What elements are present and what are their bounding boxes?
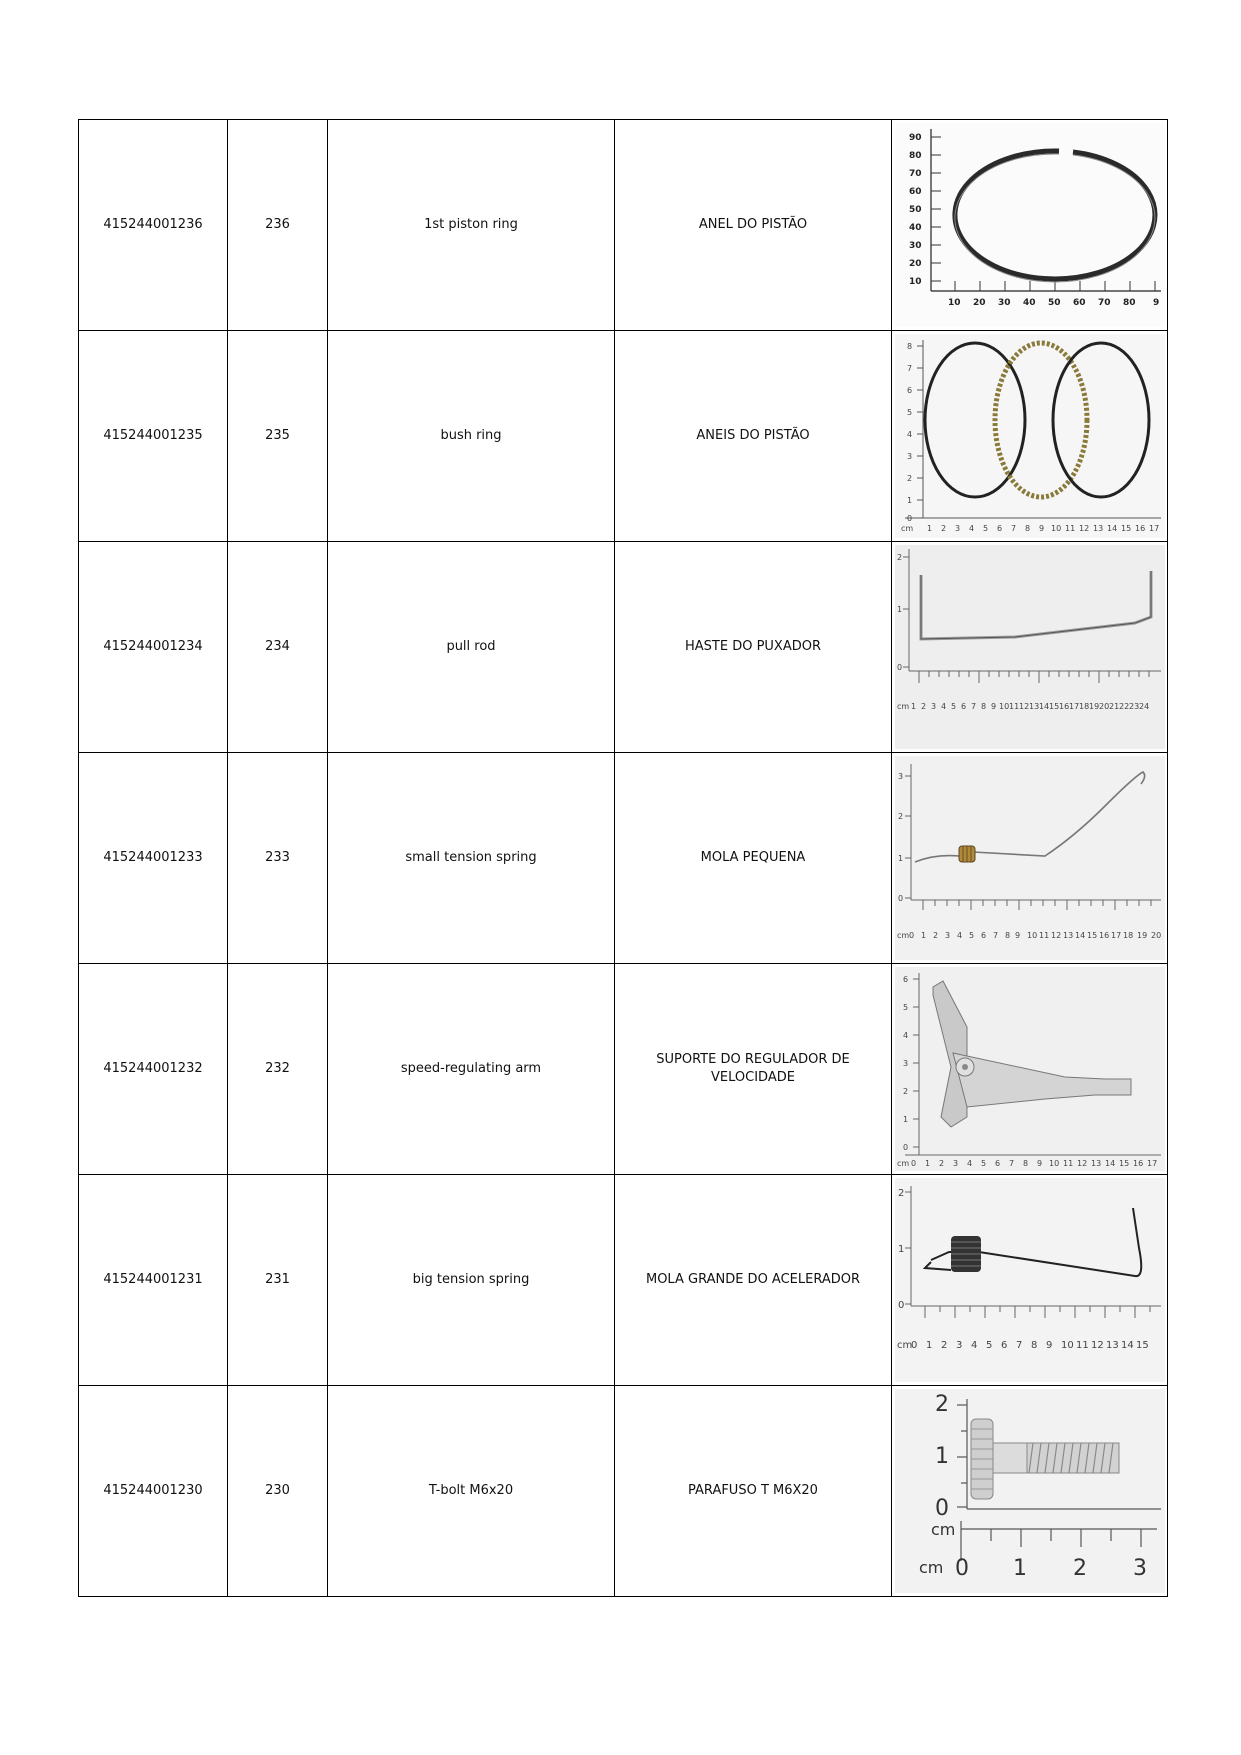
ruler-v-label: 2	[896, 553, 902, 562]
part-number: 231	[228, 1175, 328, 1386]
ruler-h-label: 1	[926, 524, 932, 533]
ruler-h-label: 14	[1038, 702, 1049, 711]
ruler-h-label: 10	[1026, 931, 1037, 940]
ruler-h-label: 80	[1122, 298, 1136, 308]
table-row	[79, 120, 1168, 331]
ruler-h-label: 16	[1058, 702, 1069, 711]
ruler-h-label: cm	[896, 1159, 909, 1168]
part-code: 415244001234	[79, 542, 228, 753]
part-image-cell	[892, 964, 1168, 1175]
ruler-v-label: 1	[934, 1444, 949, 1469]
ruler-h-label: 1	[925, 1340, 932, 1351]
part-name-en: 1st piston ring	[328, 120, 615, 331]
ruler-h-label: 6	[994, 1159, 1000, 1168]
ruler-v-label: 1	[897, 1244, 904, 1255]
ruler-h-label: cm	[896, 931, 909, 940]
ruler-h-label: 20	[972, 298, 986, 308]
ruler-v-label: 1	[896, 605, 902, 614]
ruler-h-label: 8	[1022, 1159, 1028, 1168]
ruler-h-label: 9	[1014, 931, 1020, 940]
part-name-en: speed-regulating arm	[328, 964, 615, 1175]
part-code: 415244001236	[79, 120, 228, 331]
table-row	[79, 331, 1168, 542]
ruler-v-label: 0	[896, 663, 902, 672]
ruler-v-label: 2	[902, 1087, 908, 1096]
ruler-h-label: 3	[930, 702, 936, 711]
ruler-v-label: 0	[897, 1300, 904, 1311]
ruler-h-label: 10	[1050, 524, 1061, 533]
ruler-h-label: 1	[924, 1159, 930, 1168]
ruler-v-label: 7	[906, 364, 912, 373]
ruler-h-label: 10	[1060, 1340, 1074, 1351]
ruler-h-label: 11	[1064, 524, 1075, 533]
ruler-unit-label: cm	[930, 1520, 955, 1539]
part-name-pt: ANEIS DO PISTÃO	[615, 331, 892, 542]
ruler-h-label: 5	[985, 1340, 992, 1351]
ruler-unit-label: cm	[918, 1558, 943, 1577]
ruler-v-label: 4	[902, 1031, 908, 1040]
part-name-pt: MOLA PEQUENA	[615, 753, 892, 964]
ruler-h-label: 2	[938, 1159, 944, 1168]
ruler-h-label: 40	[1022, 298, 1036, 308]
ruler-v-label: 5	[906, 408, 912, 417]
part-name-en: small tension spring	[328, 753, 615, 964]
ruler-h-label: 16	[1134, 524, 1145, 533]
ruler-h-label: 8	[1004, 931, 1010, 940]
ruler-v-label: 2	[897, 812, 903, 821]
ruler-h-label: 22	[1118, 702, 1129, 711]
part-name-en: pull rod	[328, 542, 615, 753]
ruler-h-label: 17	[1146, 1159, 1157, 1168]
ruler-h-label: 60	[1072, 298, 1086, 308]
table-row	[79, 542, 1168, 753]
ruler-h-label: 0	[908, 931, 914, 940]
part-image-cell	[892, 542, 1168, 753]
ruler-v-label: 0	[902, 1143, 908, 1152]
ruler-h-label: 17	[1110, 931, 1121, 940]
ruler-h-label: 0	[910, 1340, 917, 1351]
parts-table	[78, 119, 1168, 1597]
ruler-h-label: 21	[1108, 702, 1119, 711]
ruler-v-label: 90	[908, 133, 922, 143]
ruler-h-label: 15	[1048, 702, 1059, 711]
ruler-v-label: 1	[902, 1115, 908, 1124]
ruler-h-label: 5	[980, 1159, 986, 1168]
table-row	[79, 1175, 1168, 1386]
ruler-h-label: 2	[920, 702, 926, 711]
ruler-h-label: 6	[1000, 1340, 1007, 1351]
part-number: 235	[228, 331, 328, 542]
part-name-en: T-bolt M6x20	[328, 1386, 615, 1597]
ruler-h-label: 2	[940, 1340, 947, 1351]
part-number: 236	[228, 120, 328, 331]
ruler-h-label: 1	[910, 702, 916, 711]
ruler-h-label: cm	[896, 702, 909, 711]
ruler-h-label: 2	[1072, 1556, 1087, 1581]
ruler-h-label: 19	[1136, 931, 1147, 940]
ruler-v-label: 40	[908, 223, 922, 233]
ruler-v-label: 3	[897, 772, 903, 781]
ruler-h-label: 12	[1090, 1340, 1104, 1351]
ruler-h-label: 4	[966, 1159, 972, 1168]
ruler-v-label: 1	[906, 496, 912, 505]
ruler-h-label: 9	[1045, 1340, 1052, 1351]
ruler-h-label: 3	[952, 1159, 958, 1168]
ruler-h-label: 4	[968, 524, 974, 533]
ruler-v-label: 6	[902, 975, 908, 984]
ruler-v-label: 2	[906, 474, 912, 483]
ruler-h-label: 6	[980, 931, 986, 940]
ruler-h-label: 11	[1062, 1159, 1073, 1168]
part-name-en: big tension spring	[328, 1175, 615, 1386]
table-row	[79, 753, 1168, 964]
ruler-h-label: 2	[932, 931, 938, 940]
ruler-h-label: 10	[947, 298, 961, 308]
ruler-h-label: 12	[1050, 931, 1061, 940]
ruler-h-label: 20	[1150, 931, 1161, 940]
ruler-h-label: 12	[1018, 702, 1029, 711]
part-code: 415244001233	[79, 753, 228, 964]
ruler-h-label: 12	[1078, 524, 1089, 533]
ruler-h-label: 18	[1078, 702, 1089, 711]
ruler-h-label: 13	[1090, 1159, 1101, 1168]
ruler-h-label: 8	[980, 702, 986, 711]
ruler-h-label: 14	[1074, 931, 1085, 940]
part-code: 415244001231	[79, 1175, 228, 1386]
ruler-h-label: 13	[1028, 702, 1039, 711]
ruler-h-label: 5	[982, 524, 988, 533]
ruler-h-label: 2	[940, 524, 946, 533]
ruler-h-label: 18	[1122, 931, 1133, 940]
part-code: 415244001232	[79, 964, 228, 1175]
ruler-v-label: 60	[908, 187, 922, 197]
t-bolt-photo-icon	[895, 1389, 1165, 1593]
ruler-h-label: 12	[1076, 1159, 1087, 1168]
piston-rings-set-photo-icon	[895, 334, 1165, 538]
ruler-h-label: 8	[1024, 524, 1030, 533]
ruler-h-label: 15	[1118, 1159, 1129, 1168]
ruler-h-label: 24	[1138, 702, 1149, 711]
ruler-v-label: 10	[908, 277, 922, 287]
ruler-h-label: 4	[970, 1340, 977, 1351]
ruler-v-label: 2	[934, 1392, 949, 1417]
ruler-h-label: 4	[940, 702, 946, 711]
ruler-h-label: 9	[990, 702, 996, 711]
ruler-v-label: 5	[902, 1003, 908, 1012]
ruler-h-label: 7	[1015, 1340, 1022, 1351]
ruler-v-label: 3	[902, 1059, 908, 1068]
ruler-h-label: 13	[1105, 1340, 1119, 1351]
ruler-h-label: 14	[1120, 1340, 1134, 1351]
ruler-v-label: 0	[906, 514, 912, 523]
small-spring-photo-icon	[895, 756, 1165, 960]
ruler-h-label: 15	[1120, 524, 1131, 533]
part-number: 230	[228, 1386, 328, 1597]
ruler-h-label: 70	[1097, 298, 1111, 308]
ruler-h-label: 13	[1092, 524, 1103, 533]
ruler-h-label: 1	[1012, 1556, 1027, 1581]
ruler-h-label: 7	[1008, 1159, 1014, 1168]
part-code: 415244001235	[79, 331, 228, 542]
ruler-h-label: 5	[968, 931, 974, 940]
part-name-en: bush ring	[328, 331, 615, 542]
ruler-v-label: 80	[908, 151, 922, 161]
ruler-h-label: cm	[900, 524, 913, 533]
ruler-h-label: 10	[998, 702, 1009, 711]
part-name-pt: HASTE DO PUXADOR	[615, 542, 892, 753]
ruler-h-label: 7	[970, 702, 976, 711]
part-image-cell	[892, 1175, 1168, 1386]
ruler-v-label: 70	[908, 169, 922, 179]
ruler-h-label: 10	[1048, 1159, 1059, 1168]
ruler-h-label: 0	[954, 1556, 969, 1581]
part-number: 232	[228, 964, 328, 1175]
ruler-h-label: 3	[954, 524, 960, 533]
regulating-arm-photo-icon	[895, 967, 1165, 1171]
ruler-h-label: 19	[1088, 702, 1099, 711]
table-row	[79, 964, 1168, 1175]
ruler-v-label: 0	[897, 894, 903, 903]
ruler-h-label: 8	[1030, 1340, 1037, 1351]
part-name-pt: PARAFUSO T M6X20	[615, 1386, 892, 1597]
pull-rod-photo-icon	[895, 545, 1165, 749]
part-name-pt: ANEL DO PISTÃO	[615, 120, 892, 331]
part-code: 415244001230	[79, 1386, 228, 1597]
ruler-h-label: 20	[1098, 702, 1109, 711]
ruler-h-label: 17	[1148, 524, 1159, 533]
part-image-cell	[892, 753, 1168, 964]
part-image-cell	[892, 1386, 1168, 1597]
ruler-h-label: 9	[1036, 1159, 1042, 1168]
ruler-h-label: 15	[1086, 931, 1097, 940]
ruler-v-label: 3	[906, 452, 912, 461]
ruler-h-label: 5	[950, 702, 956, 711]
ruler-v-label: 0	[934, 1496, 949, 1521]
ruler-h-label: 13	[1062, 931, 1073, 940]
ruler-h-label: 7	[992, 931, 998, 940]
ruler-h-label: 11	[1008, 702, 1019, 711]
ruler-h-label: 14	[1106, 524, 1117, 533]
ruler-v-label: 8	[906, 342, 912, 351]
ruler-v-label: 6	[906, 386, 912, 395]
ruler-v-label: 1	[897, 854, 903, 863]
part-name-pt: MOLA GRANDE DO ACELERADOR	[615, 1175, 892, 1386]
ruler-h-label: 30	[997, 298, 1011, 308]
ruler-h-label: cm	[896, 1340, 912, 1351]
ruler-h-label: 15	[1135, 1340, 1149, 1351]
ruler-h-label: 16	[1132, 1159, 1143, 1168]
ruler-h-label: 1	[920, 931, 926, 940]
ruler-v-label: 4	[906, 430, 912, 439]
part-name-pt: SUPORTE DO REGULADOR DE VELOCIDADE	[615, 964, 892, 1175]
ruler-h-label: 0	[910, 1159, 916, 1168]
ruler-h-label: 6	[996, 524, 1002, 533]
ruler-h-label: 23	[1128, 702, 1139, 711]
ruler-h-label: 4	[956, 931, 962, 940]
ruler-h-label: 9	[1152, 298, 1159, 308]
ruler-h-label: 3	[955, 1340, 962, 1351]
ruler-v-label: 20	[908, 259, 922, 269]
part-image-cell	[892, 120, 1168, 331]
ruler-v-label: 50	[908, 205, 922, 215]
ruler-v-label: 30	[908, 241, 922, 251]
ruler-h-label: 3	[944, 931, 950, 940]
ruler-h-label: 50	[1047, 298, 1061, 308]
ruler-h-label: 3	[1132, 1556, 1147, 1581]
table-row	[79, 1386, 1168, 1597]
big-spring-photo-icon	[895, 1178, 1165, 1382]
ruler-h-label: 11	[1075, 1340, 1089, 1351]
ruler-h-label: 16	[1098, 931, 1109, 940]
ruler-h-label: 6	[960, 702, 966, 711]
piston-ring-photo-icon	[895, 123, 1165, 327]
ruler-h-label: 11	[1038, 931, 1049, 940]
part-image-cell	[892, 331, 1168, 542]
ruler-h-label: 14	[1104, 1159, 1115, 1168]
ruler-h-label: 7	[1010, 524, 1016, 533]
ruler-v-label: 2	[897, 1188, 904, 1199]
part-number: 233	[228, 753, 328, 964]
part-number: 234	[228, 542, 328, 753]
ruler-h-label: 17	[1068, 702, 1079, 711]
ruler-h-label: 9	[1038, 524, 1044, 533]
